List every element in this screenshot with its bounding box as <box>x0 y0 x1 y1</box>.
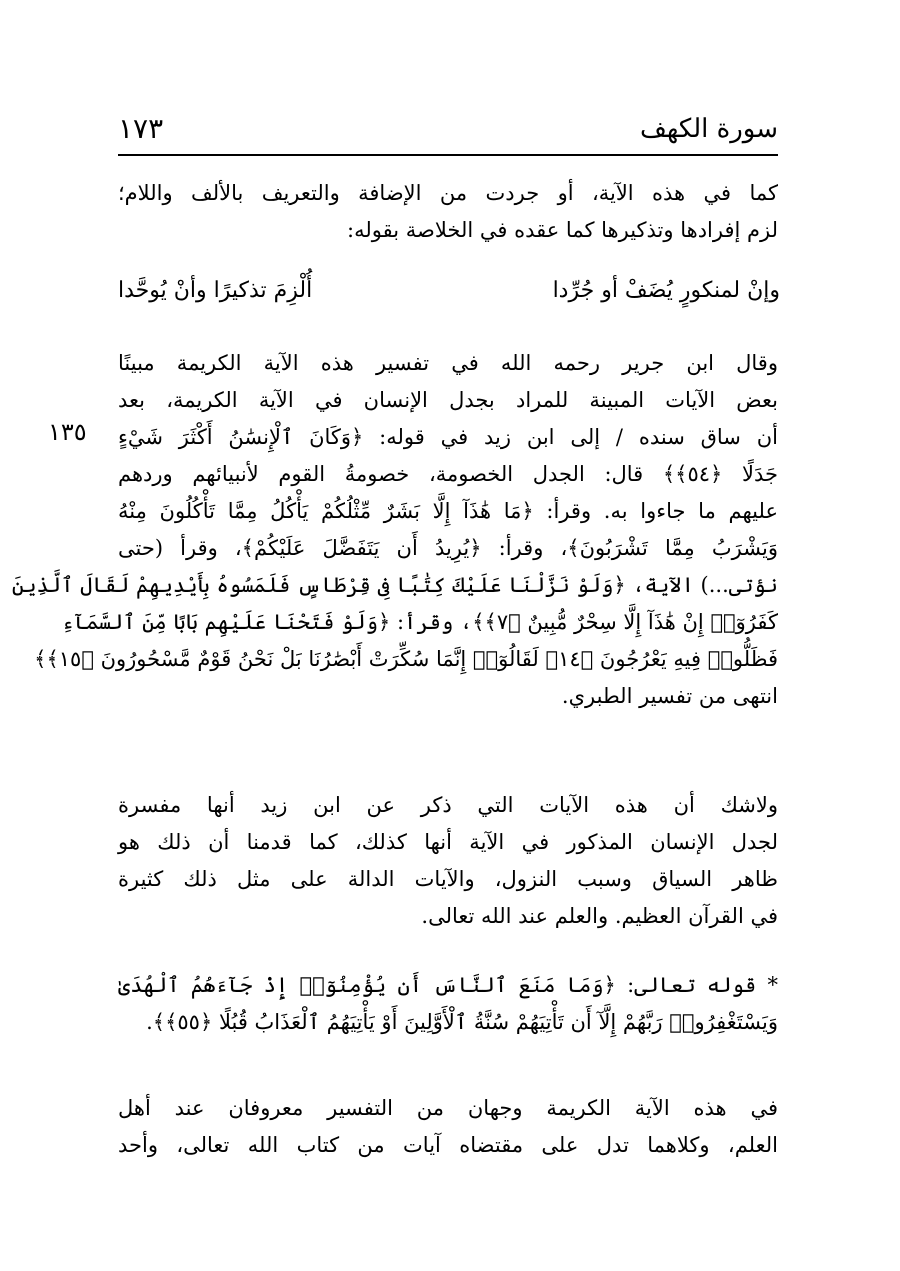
poetry-verse <box>118 278 780 318</box>
paragraph-3 <box>118 787 778 935</box>
text-line: كَفَرُوٓا۟ إِنْ هَٰذَآ إِلَّا سِحْرٌ مُّبِينٌ ﴿٧﴾﴾، وقرأ: ﴿وَلَوْ فَتَحْنَا عَلَيْهِم بَابًا مِّنَ ٱلسَّمَآءِ <box>61 610 778 634</box>
text-line: لزم إفرادها وتذكيرها كما عقده في الخلاصة بقوله: <box>347 218 778 242</box>
surah-title: سورة الكهف <box>639 114 778 144</box>
text-line: * قوله تعالى: ﴿وَمَا مَنَعَ ٱلنَّاسَ أَن يُؤْمِنُوٓا۟ إِذْ جَآءَهُمُ ٱلْهُدَىٰ <box>118 973 778 997</box>
text-line: جَدَلًا ﴿٥٤﴾﴾ قال: الجدل الخصومة، خصومةُ القوم لأنبيائهم وردهم <box>118 462 778 486</box>
text-line: لجدل الإنسان المذكور في الآية أنها كذلك، كما قدمنا أن ذلك هو <box>118 830 778 854</box>
text-line: ولاشك أن هذه الآيات التي ذكر عن ابن زيد أنها مفسرة <box>118 793 778 817</box>
paragraph-1 <box>118 175 778 249</box>
paragraph-4 <box>118 967 778 1041</box>
text-line: بعض الآيات المبينة للمراد بجدل الإنسان في الآية الكريمة، بعد <box>118 388 778 412</box>
verse-first-hemistich: وإنْ لمنكورٍ يُضَفْ أو جُرِّدا <box>552 278 780 303</box>
text-line: وَيَشْرَبُ مِمَّا تَشْرَبُونَ﴾، وقرأ: ﴿يُرِيدُ أَن يَتَفَضَّلَ عَلَيْكُمْ﴾، وقرأ (حتى <box>118 536 778 560</box>
text-line: وَيَسْتَغْفِرُوا۟ رَبَّهُمْ إِلَّآ أَن تَأْتِيَهُمْ سُنَّةُ ٱلْأَوَّلِينَ أَوْ يَأْتِيَهُمُ ٱلْعَذَابُ قُبُلًا ﴿٥٥﴾﴾. <box>146 1010 778 1034</box>
text-line: فَظَلُّوا۟ فِيهِ يَعْرُجُونَ ﴿١٤﴾ لَقَالُوٓا۟ إِنَّمَا سُكِّرَتْ أَبْصَٰرُنَا بَلْ نَحْنُ قَوْمٌ مَّسْحُورُونَ ﴿١٥﴾﴾ <box>34 647 778 671</box>
text-line: انتهى من تفسير الطبري. <box>561 684 778 708</box>
margin-page-reference: ١٣٥ <box>48 418 87 446</box>
text-line: ظاهر السياق وسبب النزول، والآيات الدالة على مثل ذلك كثيرة <box>118 867 778 891</box>
text-line: في هذه الآية الكريمة وجهان من التفسير معروفان عند أهل <box>118 1096 778 1120</box>
verse-second-hemistich: أُلْزِمَ تذكيرًا وأنْ يُوحَّدا <box>118 278 313 303</box>
paragraph-5 <box>118 1090 778 1164</box>
text-line: في القرآن العظيم. والعلم عند الله تعالى. <box>421 904 778 928</box>
text-line: نؤتى...) الآية، ﴿وَلَوْ نَزَّلْنَا عَلَيْكَ كِتَٰبًا فِى قِرْطَاسٍ فَلَمَسُوهُ بِأَيْدِيهِمْ لَقَالَ ٱلَّذِينَ <box>11 573 778 597</box>
text-line: وقال ابن جرير رحمه الله في تفسير هذه الآية الكريمة مبينًا <box>118 351 778 375</box>
page-header <box>118 110 778 156</box>
page-number: ١٧٣ <box>118 112 164 145</box>
text-line: كما في هذه الآية، أو جردت من الإضافة والتعريف بالألف واللام؛ <box>118 181 778 205</box>
text-line: أن ساق سنده / إلى ابن زيد في قوله: ﴿وَكَانَ ٱلْإِنسَٰنُ أَكْثَرَ شَيْءٍ <box>118 425 778 449</box>
text-line: عليهم ما جاءوا به. وقرأ: ﴿مَا هَٰذَآ إِلَّا بَشَرٌ مِّثْلُكُمْ يَأْكُلُ مِمَّا تَأْكُلُونَ مِنْهُ <box>118 499 778 523</box>
text-line: العلم، وكلاهما تدل على مقتضاه آيات من كتاب الله تعالى، وأحد <box>118 1133 778 1157</box>
